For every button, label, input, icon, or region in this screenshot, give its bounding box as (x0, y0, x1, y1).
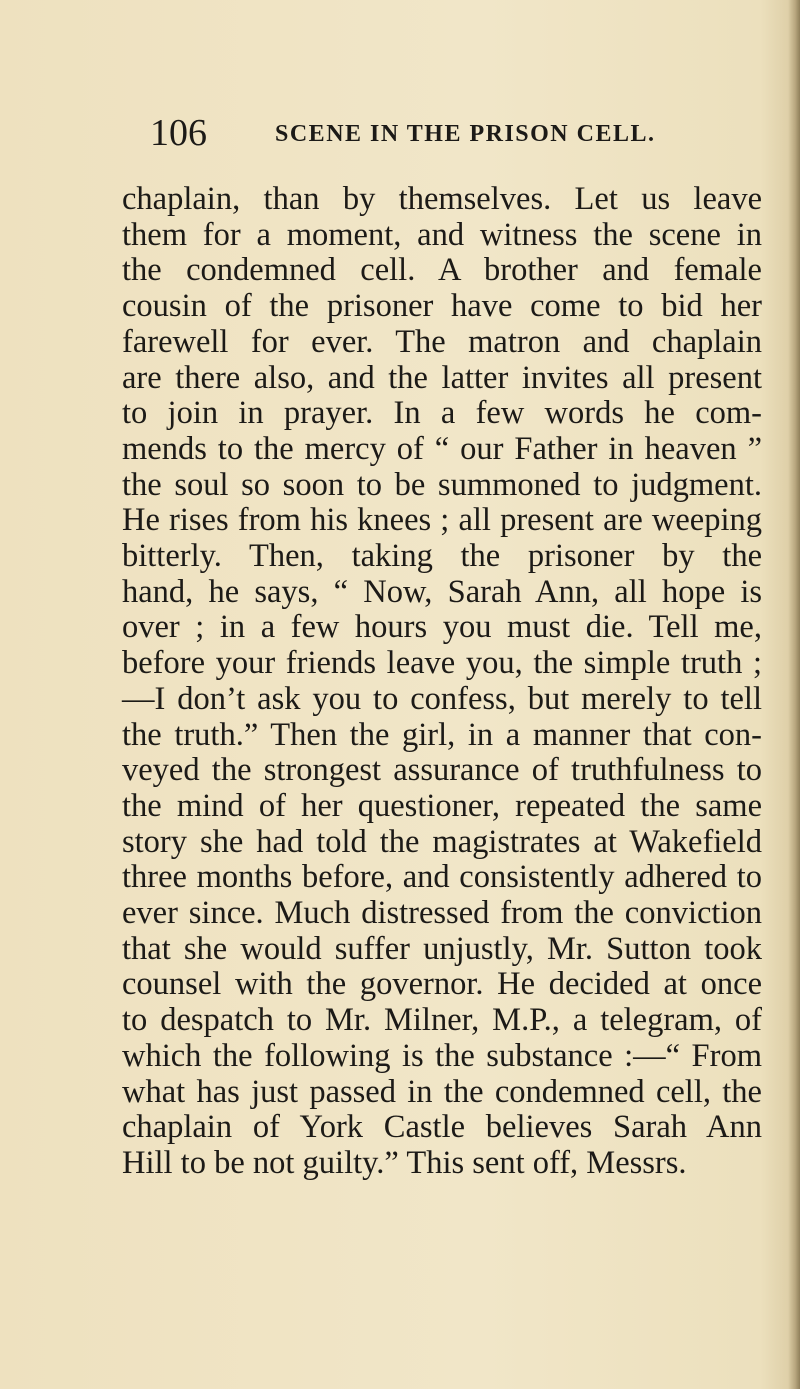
text-line: —I don’t ask you to confess, but merely to tell (122, 680, 762, 717)
text-line: what has just passed in the condemned cell, the (122, 1073, 762, 1110)
text-line: mends to the mercy of “ our Father in heaven ” (122, 430, 762, 467)
running-head: SCENE IN THE PRISON CELL. (275, 121, 656, 147)
page-number: 106 (150, 112, 207, 154)
text-line: veyed the strongest assurance of truthfulness to (122, 752, 762, 789)
text-line: hand, he says, “ Now, Sarah Ann, all hope is (122, 573, 762, 610)
text-line: the condemned cell. A brother and female (122, 252, 762, 289)
text-line: chaplain, than by themselves. Let us leave (122, 181, 762, 217)
text-line: He rises from his knees ; all present are weeping (122, 502, 762, 539)
text-line: which the following is the substance :—“ From (122, 1037, 762, 1074)
text-line: the soul so soon to be summoned to judgment. (122, 466, 762, 503)
text-line: three months before, and consistently adhered to (122, 859, 762, 896)
text-line: that she would suffer unjustly, Mr. Sutton took (122, 930, 762, 967)
text-line: the mind of her questioner, repeated the same (122, 787, 762, 824)
text-line: them for a moment, and witness the scene in (122, 216, 762, 253)
text-line: cousin of the prisoner have come to bid her (122, 288, 762, 325)
text-line: are there also, and the latter invites all present (122, 359, 762, 396)
text-line: counsel with the governor. He decided at once (122, 966, 762, 1003)
page-header (150, 113, 710, 153)
text-line: Hill to be not guilty.” This sent off, Messrs. (122, 1144, 687, 1181)
text-line: before your friends leave you, the simple truth ; (122, 645, 762, 682)
text-line: chaplain of York Castle believes Sarah Ann (122, 1109, 762, 1146)
text-line: over ; in a few hours you must die. Tell me, (122, 609, 762, 646)
text-line: ever since. Much distressed from the conviction (122, 895, 762, 932)
page-edge-shadow (788, 0, 800, 1389)
text-line: farewell for ever. The matron and chaplain (122, 323, 762, 360)
text-line: bitterly. Then, taking the prisoner by the (122, 538, 762, 575)
body-text (122, 182, 762, 1182)
text-line: to join in prayer. In a few words he com- (122, 395, 762, 432)
text-line: the truth.” Then the girl, in a manner that con- (122, 716, 762, 753)
text-line: to despatch to Mr. Milner, M.P., a telegram, of (122, 1002, 762, 1039)
text-line: story she had told the magistrates at Wakefield (122, 823, 762, 860)
